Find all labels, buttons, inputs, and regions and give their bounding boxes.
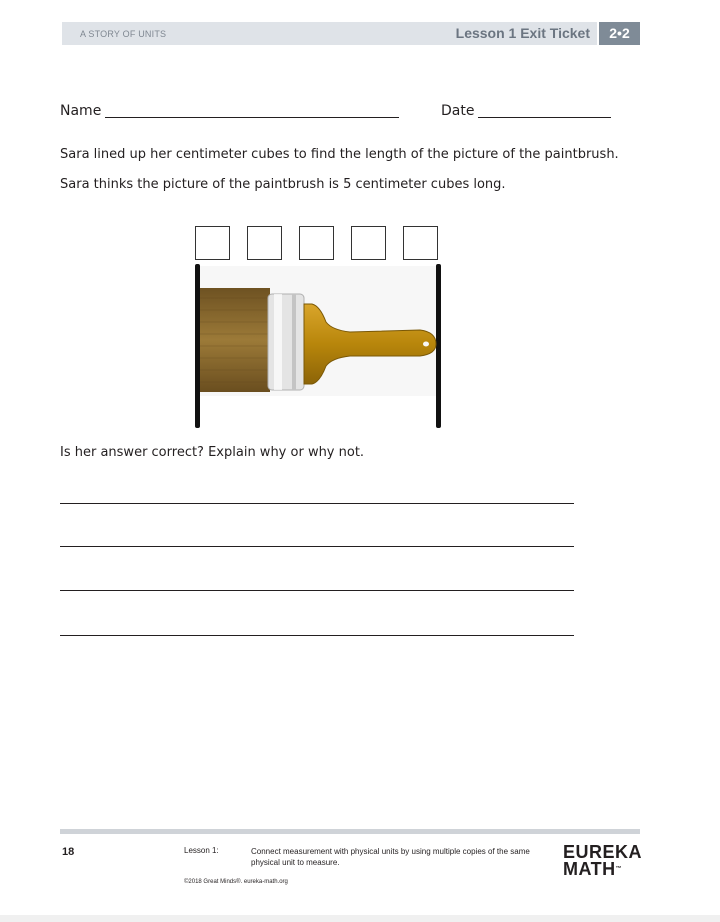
footer-description: Connect measurement with physical units by using multiple copies of the same physical unit to measure. bbox=[251, 847, 530, 867]
footer-copyright: ©2018 Great Minds®. eureka-math.org bbox=[184, 879, 288, 885]
grade-badge: 2•2 bbox=[599, 22, 640, 45]
footer-rule bbox=[60, 829, 640, 834]
centimeter-cube bbox=[247, 226, 282, 260]
date-label: Date bbox=[441, 103, 475, 119]
centimeter-cube bbox=[403, 226, 438, 260]
date-field[interactable] bbox=[478, 117, 611, 118]
logo-line-1: EUREKA bbox=[563, 842, 643, 862]
answer-line[interactable] bbox=[60, 635, 574, 636]
series-name: A STORY OF UNITS bbox=[80, 29, 167, 39]
answer-line[interactable] bbox=[60, 590, 574, 591]
logo-line-2: MATH bbox=[563, 859, 616, 879]
bottom-strip bbox=[0, 915, 720, 922]
problem-text-2: Sara thinks the picture of the paintbrush is 5 centimeter cubes long. bbox=[60, 177, 506, 192]
footer-lesson-label: Lesson 1: bbox=[184, 846, 219, 855]
page-number: 18 bbox=[62, 846, 75, 858]
answer-line[interactable] bbox=[60, 546, 574, 547]
centimeter-cube bbox=[299, 226, 334, 260]
centimeter-cube bbox=[351, 226, 386, 260]
name-label: Name bbox=[60, 103, 102, 119]
page-title: Lesson 1 Exit Ticket bbox=[455, 25, 590, 41]
answer-line[interactable] bbox=[60, 503, 574, 504]
paintbrush-image bbox=[200, 266, 440, 396]
question-text: Is her answer correct? Explain why or why not. bbox=[60, 445, 365, 460]
problem-text-1: Sara lined up her centimeter cubes to find the length of the picture of the paintbrush. bbox=[60, 147, 619, 162]
eureka-math-logo: EUREKA MATH™ bbox=[563, 842, 643, 879]
name-field[interactable] bbox=[105, 117, 399, 118]
centimeter-cube bbox=[195, 226, 230, 260]
